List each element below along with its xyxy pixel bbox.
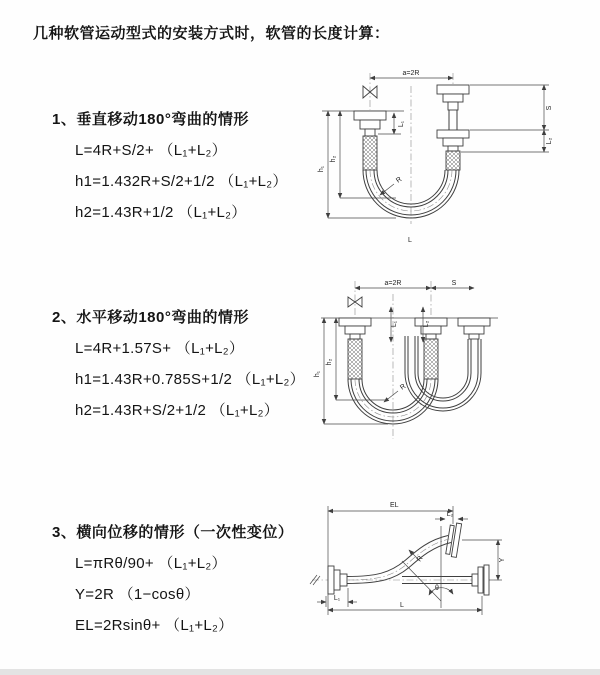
braided-hose-section [348, 339, 362, 379]
original-straight-pipe [402, 565, 489, 595]
braided-hose-section [446, 151, 460, 170]
right-flange-fitting [458, 318, 490, 339]
d1-dim-a2r-label: a=2R [402, 70, 420, 77]
left-flange-fitting [339, 318, 371, 339]
d3-dim-l-label: L [400, 602, 404, 609]
d2-dim-l2-label: L₂ [423, 320, 430, 328]
d3-theta-label: θ [435, 585, 439, 592]
d3-dim-l2-label: L₂ [446, 511, 454, 518]
diagram-vertical-180-bend [308, 64, 580, 260]
section-1-formula-L: L=4R+S/2+ （L₁+L₂） [75, 142, 227, 159]
section-3-formula-EL: EL=2Rsinθ+ （L₁+L₂） [75, 617, 234, 634]
section-2-formula-h1: h1=1.43R+0.785S+1/2 （L₁+L₂） [75, 371, 305, 388]
d1-dim-h2-label: h₂ [330, 155, 337, 163]
d3-dim-y-label: Y [499, 557, 506, 563]
page-bottom-edge [0, 669, 600, 675]
braided-hose-section [363, 136, 377, 170]
d1-dim-s-label: S [546, 105, 553, 111]
page-title: 几种软管运动型式的安装方式时，软管的长度计算： [33, 25, 390, 42]
d1-dim-h1-label: h₁ [318, 165, 325, 173]
d3-dim-el-label: EL [390, 502, 399, 509]
section-1-formula-h1: h1=1.432R+S/2+1/2 （L₁+L₂） [75, 173, 288, 190]
d2-dim-l1-label: L₁ [391, 320, 398, 328]
d2-radius-label: R [399, 383, 408, 392]
section-2-formula-h2: h2=1.43R+S/2+1/2 （L₁+L₂） [75, 402, 280, 419]
diagram-horizontal-180-bend [308, 274, 593, 452]
section-3-formula-Y: Y=2R （1−cosθ） [75, 586, 200, 603]
d2-dim-a2r-label: a=2R [384, 280, 402, 287]
d1-dim-l1-label: L₁ [398, 120, 405, 128]
braided-hose-section [424, 339, 438, 379]
section-3-heading: 3、横向位移的情形（一次性变位） [52, 524, 294, 541]
d2-dim-h1-label: h₁ [314, 370, 321, 378]
section-2-heading: 2、水平移动180°弯曲的情形 [52, 309, 249, 326]
diagram-lateral-displacement [298, 490, 598, 652]
section-1-formula-h2: h2=1.43R+1/2 （L₁+L₂） [75, 204, 247, 221]
section-lateral-displacement [52, 521, 293, 635]
section-3-formula-L: L=πRθ/90+ （L₁+L₂） [75, 555, 227, 572]
left-flange-fitting [354, 111, 386, 136]
d1-radius-label: R [395, 176, 404, 185]
d2-dim-h2-label: h₂ [326, 358, 333, 366]
d1-length-label: L [408, 237, 412, 244]
right-flange-fitting [437, 85, 469, 151]
upper-flange-fitting [445, 522, 461, 557]
d1-dim-l2-label: L₂ [546, 137, 553, 145]
u-bend-hose-displaced [405, 336, 481, 411]
section-2-formula-L: L=4R+1.57S+ （L₁+L₂） [75, 340, 245, 357]
d3-dim-l1-label: L₁ [333, 595, 341, 602]
d3-radius-label: R [415, 554, 425, 564]
d2-dim-s-label: S [451, 280, 457, 287]
section-1-heading: 1、垂直移动180°弯曲的情形 [52, 111, 249, 128]
section-horizontal-180 [52, 306, 305, 420]
section-vertical-180 [52, 108, 288, 222]
left-flange-fitting [328, 566, 347, 594]
middle-flange-fitting [415, 318, 447, 339]
